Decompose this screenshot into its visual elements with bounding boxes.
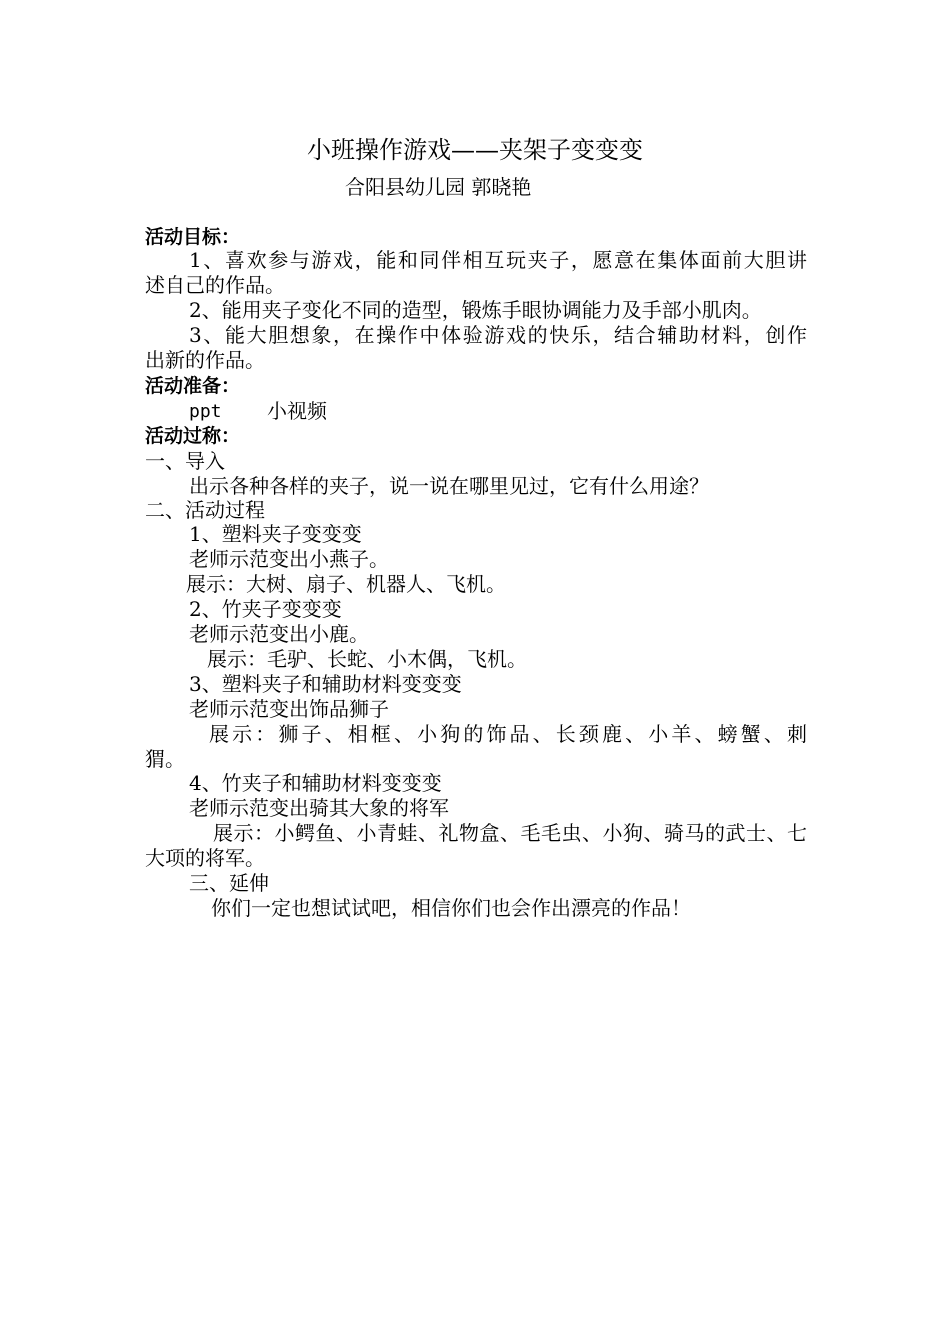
goal-item-3b: 出新的作品。 — [145, 348, 265, 372]
step-4-title: 4、竹夹子和辅助材料变变变 — [189, 771, 442, 795]
step-2-title: 2、竹夹子变变变 — [189, 597, 342, 621]
goal-item-2: 2、能用夹子变化不同的造型，锻炼手眼协调能力及手部小肌肉。 — [189, 298, 762, 322]
step-1-show: 展示：大树、扇子、机器人、飞机。 — [186, 572, 506, 596]
document-title: 小班操作游戏——夹架子变变变 — [307, 136, 643, 164]
goals-heading: 活动目标： — [145, 226, 241, 248]
goal-item-3a: 3、能大胆想象，在操作中体验游戏的快乐，结合辅助材料，创作 — [189, 323, 807, 347]
prep-item-ppt: ppt — [189, 401, 222, 422]
step-3-title: 3、塑料夹子和辅助材料变变变 — [189, 672, 462, 696]
process-heading: 活动过称： — [145, 425, 241, 447]
document-author: 合阳县幼儿园 郭晓艳 — [345, 175, 532, 199]
step-4-demo: 老师示范变出骑其大象的将军 — [189, 796, 449, 820]
intro-heading: 一、导入 — [145, 449, 225, 473]
step-4-show-a: 展示：小鳄鱼、小青蛙、礼物盒、毛毛虫、小狗、骑马的武士、七 — [213, 821, 807, 845]
main-heading: 二、活动过程 — [145, 498, 265, 522]
step-2-show: 展示：毛驴、长蛇、小木偶，飞机。 — [207, 647, 527, 671]
extension-heading: 三、延伸 — [189, 871, 269, 895]
extension-text: 你们一定也想试试吧，相信你们也会作出漂亮的作品！ — [211, 896, 691, 920]
prep-heading: 活动准备： — [145, 375, 241, 397]
step-1-demo: 老师示范变出小燕子。 — [189, 547, 389, 571]
step-1-title: 1、塑料夹子变变变 — [189, 522, 362, 546]
step-4-show-b: 大项的将军。 — [145, 846, 265, 870]
goal-item-1a: 1、喜欢参与游戏，能和同伴相互玩夹子，愿意在集体面前大胆讲 — [189, 248, 807, 272]
step-3-show-a: 展示：狮子、相框、小狗的饰品、长颈鹿、小羊、螃蟹、刺 — [209, 722, 807, 746]
step-2-demo: 老师示范变出小鹿。 — [189, 622, 369, 646]
intro-text: 出示各种各样的夹子，说一说在哪里见过，它有什么用途？ — [189, 474, 709, 498]
step-3-show-b: 猬。 — [145, 747, 185, 771]
prep-item-video: 小视频 — [267, 399, 327, 423]
goal-item-1b: 述自己的作品。 — [145, 273, 285, 297]
step-3-demo: 老师示范变出饰品狮子 — [189, 697, 389, 721]
